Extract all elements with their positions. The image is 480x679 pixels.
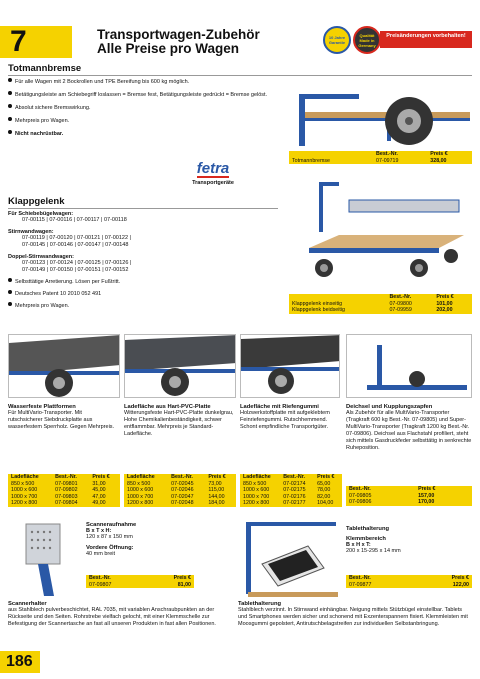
chapter-number: 7	[0, 26, 72, 58]
table-row: 07-09806 170,00	[346, 499, 472, 506]
table-row: 1200 x 800 07-02177 104,00	[240, 500, 342, 507]
table-row: 850 x 500 07-09801 31,00	[8, 481, 120, 488]
tablet-holder-photo	[238, 520, 340, 598]
pvc-price-table: Ladefläche Best.-Nr. Preis € 850 x 500 07-02045 73,00 1000 x 600 07-02046 115,00 1000 x 700 07-02047 144,00 1200 x 800 07-02048 184,00	[124, 474, 236, 507]
table-row: 1200 x 800 07-09804 49,00	[8, 500, 120, 507]
scanner-specs: Scanneraufnahme B x T x H: 120 x 87 x 150 mm Vordere Öffnung: 40 mm breit	[86, 522, 137, 557]
page-number: 186	[0, 651, 40, 673]
table-row: Totmannbremse 07-09719 328,00	[289, 158, 472, 165]
totmann-brake-photo	[289, 76, 472, 150]
table-row: 07-09805 157,00	[346, 493, 472, 500]
photo-rubber-platform	[240, 334, 340, 398]
guarantee-badge: 10 Jahre Garantie	[323, 26, 351, 54]
tablet-description: Tablethalterung Stahlblech verzinnt. In Stirnwand einhängbar. Neigung mittels Stützbügel einstellbar. Tablets und Smartphones werden sicher und schonend mit Exzenterspannern fixiert. Klemmleisten mit Moosgummi gepolstert, Antirutschbelagstreifen zur individuellen Selbstanbringung.	[238, 601, 468, 627]
klapp-models: Für Schiebebügelwagen: 07-00115 | 07-00116 | 07-00117 | 07-00118 Stirnwandwagen: 07-00119 | 07-00120 | 07-00121 | 07-00122 | 07-00145 | 07-00146 | 07-00147 | 07-00148 Doppel-Stirnwandwagen: 07-00123 | 07-00124 | 07-00125 | 07-00126 | 07-00149 | 07-00150 | 07-00151 | 07-00152 Selbsttätige Arretierung. Lösen per Fußtritt. Deutsches Patent 10 2010 052 491 Mehrpreis pro Wagen.	[8, 211, 132, 309]
rubber-price-table: Ladefläche Best.-Nr. Preis € 850 x 500 07-02174 65,00 1000 x 600 07-02175 78,00 1000 x 700 07-02176 82,00 1200 x 800 07-02177 104,00	[240, 474, 342, 507]
folding-cart-photo	[289, 180, 472, 284]
tablet-price-table: Best.-Nr. Preis € 07-09877 122,00	[346, 575, 472, 588]
table-row: 850 x 500 07-02045 73,00	[124, 481, 236, 488]
photo-drawbar	[346, 334, 472, 398]
card-rubber: Ladefläche mit Riefengummi Holzwerkstoffplatte mit aufgeklebtem Feinriefengummi. Rutschhemmend. Schont empfindliche Transportgüter.	[240, 404, 330, 430]
price-notice-box: Preisänderungen vorbehalten!	[380, 31, 472, 48]
tablet-specs: Tablethalterung Klemmbereich B x H x T: 200 x 15-295 x 14 mm	[346, 526, 401, 554]
waterproof-price-table: Ladefläche Best.-Nr. Preis € 850 x 500 07-09801 31,00 1000 x 600 07-09802 45,00 1000 x 700 07-09803 47,00 1200 x 800 07-09804 49,00	[8, 474, 120, 507]
brand-logo: fetra Transportgeräte	[192, 160, 234, 186]
divider	[8, 208, 278, 209]
photo-waterproof-platform	[8, 334, 120, 398]
table-row: Klappgelenk beidseitig 07-09959 202,00	[289, 307, 472, 314]
table-row: 07-09807 81,00	[86, 582, 194, 589]
scanner-holder-photo	[8, 520, 84, 598]
totmann-price-table: Best.-Nr. Preis € Totmannbremse 07-09719 328,00	[289, 151, 472, 164]
totmann-bullets: Für alle Wagen mit 2 Bockrollen und TPE Bereifung bis 600 kg möglich. Betätigungsleiste am Schiebegriff loslassen = Bremse fest, Betätigungsleiste gedrückt = Bremse gelöst. Absolut sichere Bremswirkung. Mehrpreis pro Wagen. Nicht nachrüstbar.	[8, 78, 278, 138]
table-row: 07-09877 122,00	[346, 582, 472, 589]
card-drawbar: Deichsel und Kupplungszapfen Als Zubehör für alle MultiVario-Transporter (Tragkraft 600 kg Best.-Nr. 07-09805) und Super-MultiVario-Transporter (Tragkraft 1200 kg Best.-Nr. 07-09806). Deichsel aus Flachstahl profiliert, steht sich mittels Gasdruckfeder selbsttätig in senkrechte Ruheposition.	[346, 404, 472, 451]
card-pvc: Ladefläche aus Hart-PVC-Platte Witterungsfeste Hart-PVC-Platte dunkelgrau, Hohe Chemikalienbeständigkeit, schwer entflammbar. Mehrpreis je Standard-Ladefläche.	[124, 404, 234, 437]
klapp-price-table: Best.-Nr. Preis € Klappgelenk einseitig 07-09800 101,00 Klappgelenk beidseitig 07-09959 202,00	[289, 294, 472, 314]
card-waterproof: Wasserfeste Plattformen Für MultiVario-Transporter. Mit rutschsicherer Siebdruckplatte aus wasserfestem Sperrholz. Gegen Mehrpreis.	[8, 404, 115, 430]
table-row: 1000 x 700 07-02176 82,00	[240, 494, 342, 501]
table-row: 1000 x 600 07-02046 115,00	[124, 487, 236, 494]
table-row: 1000 x 600 07-02175 78,00	[240, 487, 342, 494]
made-in-germany-badge: Qualität Made in Germany	[353, 26, 381, 54]
table-row: 1000 x 700 07-09803 47,00	[8, 494, 120, 501]
section-title-totmann: Totmannbremse	[8, 63, 82, 74]
photo-pvc-platform	[124, 334, 236, 398]
table-row: Klappgelenk einseitig 07-09800 101,00	[289, 301, 472, 308]
table-row: 1200 x 800 07-02048 184,00	[124, 500, 236, 507]
page-title: Transportwagen-Zubehör Alle Preise pro Wagen	[97, 27, 260, 56]
scanner-price-table: Best.-Nr. Preis € 07-09807 81,00	[86, 575, 194, 588]
section-title-klapp: Klappgelenk	[8, 196, 65, 207]
table-row: 850 x 500 07-02174 65,00	[240, 481, 342, 488]
drawbar-price-table: Best.-Nr. Preis € 07-09805 157,00 07-09806 170,00	[346, 486, 472, 506]
table-row: 1000 x 700 07-02047 144,00	[124, 494, 236, 501]
scanner-description: Scannerhalter aus Stahlblech pulverbeschichtet, RAL 7035, mit variablen Anschraubpunkten an der Rückseite und den Seiten. Rohrstrebe vielfach gelocht, mit einer Klemmschelle zur Befestigung der Scannertasche an fast all unseren Produkten in fast allen Positionen.	[8, 601, 216, 627]
table-row: 1000 x 600 07-09802 45,00	[8, 487, 120, 494]
